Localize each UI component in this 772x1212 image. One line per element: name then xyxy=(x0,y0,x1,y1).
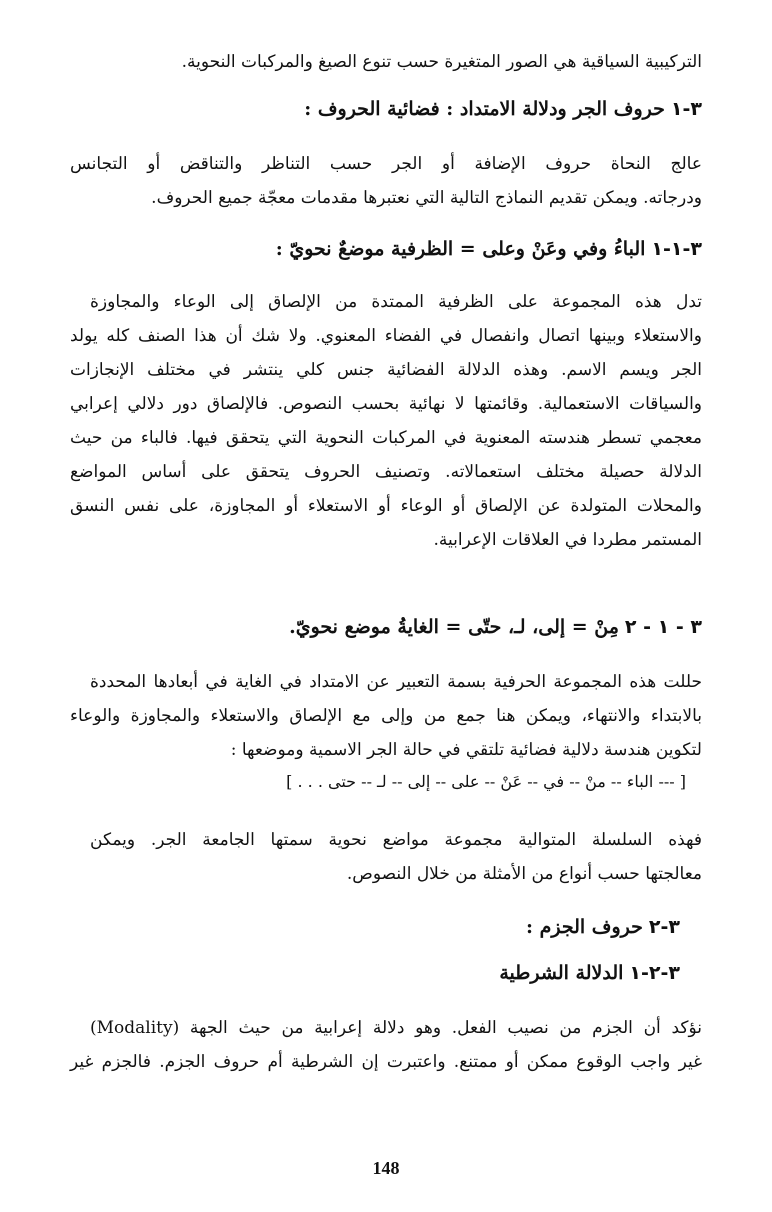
paragraph-line xyxy=(70,860,702,888)
text-line: والسياقات الاستعمالية. وقائمتها لا نهائية بحسب النصوص. فالإلصاق دور دلالي إعرابي xyxy=(70,394,702,414)
paragraph-line xyxy=(70,322,702,350)
section-heading-3-1 xyxy=(304,94,702,124)
section-number: ٣-١-١ xyxy=(651,238,702,260)
section-number: ٣ - ١ - ٢ xyxy=(624,616,702,638)
paragraph-line xyxy=(70,736,702,764)
paragraph-line xyxy=(70,1048,702,1076)
text-line: تدل هذه المجموعة على الظرفية الممتدة من الإلصاق إلى الوعاء والمجاوزة xyxy=(90,292,702,312)
text-line: التركيبية السياقية هي الصور المتغيرة حسب تنوع الصيغ والمركبات النحوية. xyxy=(181,52,702,72)
paragraph-line xyxy=(70,526,702,554)
section-heading-3-1-2 xyxy=(289,612,702,642)
paragraph-line xyxy=(70,390,702,418)
section-title: الباءُ وفي وعَنْ وعلى = الظرفية موضعٌ نحويّ : xyxy=(275,238,646,260)
section-title: مِنْ = إلى، لـ، حتّى = الغايةُ موضع نحويّ. xyxy=(289,616,619,638)
section-title: حروف الجر ودلالة الامتداد : فضائية الحروف : xyxy=(304,98,665,120)
paragraph-line-indented xyxy=(90,826,702,854)
paragraph-line xyxy=(70,184,702,212)
text-line: معالجتها حسب أنواع من الأمثلة من خلال النصوص. xyxy=(346,864,702,884)
text-line: عالج النحاة حروف الإضافة أو الجر حسب التناظر والتناقض أو التجانس xyxy=(70,154,702,174)
text-line: لتكوين هندسة دلالية فضائية تلتقي في حالة الجر الاسمية وموضعها : xyxy=(230,740,702,760)
paragraph-line-indented xyxy=(90,1014,702,1042)
text-line: معجمي تسطر هندسته المعنوية في المركبات النحوية التي يتحقق فيها. فالباء من حيث xyxy=(70,428,702,448)
paragraph-line xyxy=(70,424,702,452)
section-title: حروف الجزم : xyxy=(525,916,643,938)
text-line: ودرجاته. ويمكن تقديم النماذج التالية التي نعتبرها مقدمات معجّة جميع الحروف. xyxy=(151,188,702,208)
section-title: الدلالة الشرطية xyxy=(499,962,624,984)
paragraph-line xyxy=(70,702,702,730)
section-number: ٣-٢ xyxy=(648,916,680,938)
text-line: غير واجب الوقوع ممكن أو ممتنع. واعتبرت إن الشرطية أم حروف الجزم. فالجزم غير xyxy=(70,1052,702,1072)
section-heading-3-1-1 xyxy=(276,234,702,264)
text-line: فهذه السلسلة المتوالية مجموعة مواضع نحوية سمتها الجامعة الجر. ويمكن xyxy=(90,830,702,850)
paragraph-line-indented xyxy=(90,288,702,316)
paragraph-continuation-line xyxy=(70,48,702,76)
text-line: والاستعلاء وبينها اتصال وانفصال في الفضاء المعنوي. ولا شك أن هذا الصنف كله يولد xyxy=(70,326,702,346)
section-number: ٣-٢-١ xyxy=(629,962,680,984)
page-number: 148 xyxy=(372,1158,400,1178)
section-number: ٣-١ xyxy=(670,98,702,120)
text-line: والمحلات المتولدة عن الإلصاق أو الوعاء أو الاستعلاء أو المجاوزة، على نفس النسق xyxy=(70,496,702,516)
text-line: بالابتداء والانتهاء، ويمكن هنا جمع من وإلى مع الإلصاق والاستعلاء والمجاوزة والوعاء xyxy=(70,706,702,726)
paragraph-line xyxy=(70,492,702,520)
text-line: حللت هذه المجموعة الحرفية بسمة التعبير عن الامتداد في الغاية في أبعادها المحددة xyxy=(90,672,702,692)
text-line: [ --- الباء -- منْ -- في -- عَنْ -- على -- إلى -- لـ -- حتى . . . ] xyxy=(286,772,686,791)
section-heading-3-2 xyxy=(526,912,680,942)
paragraph-line xyxy=(70,356,702,384)
paragraph-line xyxy=(70,458,702,486)
text-line: الجر ويسم الاسم. وهذه الدلالة الفضائية جنس كلي ينتشر في مختلف الإنجازات xyxy=(70,360,702,380)
text-line: الدلالة حصيلة مختلف استعمالاته. وتصنيف الحروف يتحقق على أساس المواضع xyxy=(70,462,702,482)
paragraph-line xyxy=(70,150,702,178)
section-heading-3-2-1 xyxy=(499,958,680,988)
paragraph-line-indented xyxy=(90,668,702,696)
text-line: نؤكد أن الجزم من نصيب الفعل. وهو دلالة إعرابية من حيث الجهة (Modality) xyxy=(90,1018,702,1038)
preposition-series xyxy=(86,768,686,796)
text-line: المستمر مطردا في العلاقات الإعرابية. xyxy=(433,530,702,550)
